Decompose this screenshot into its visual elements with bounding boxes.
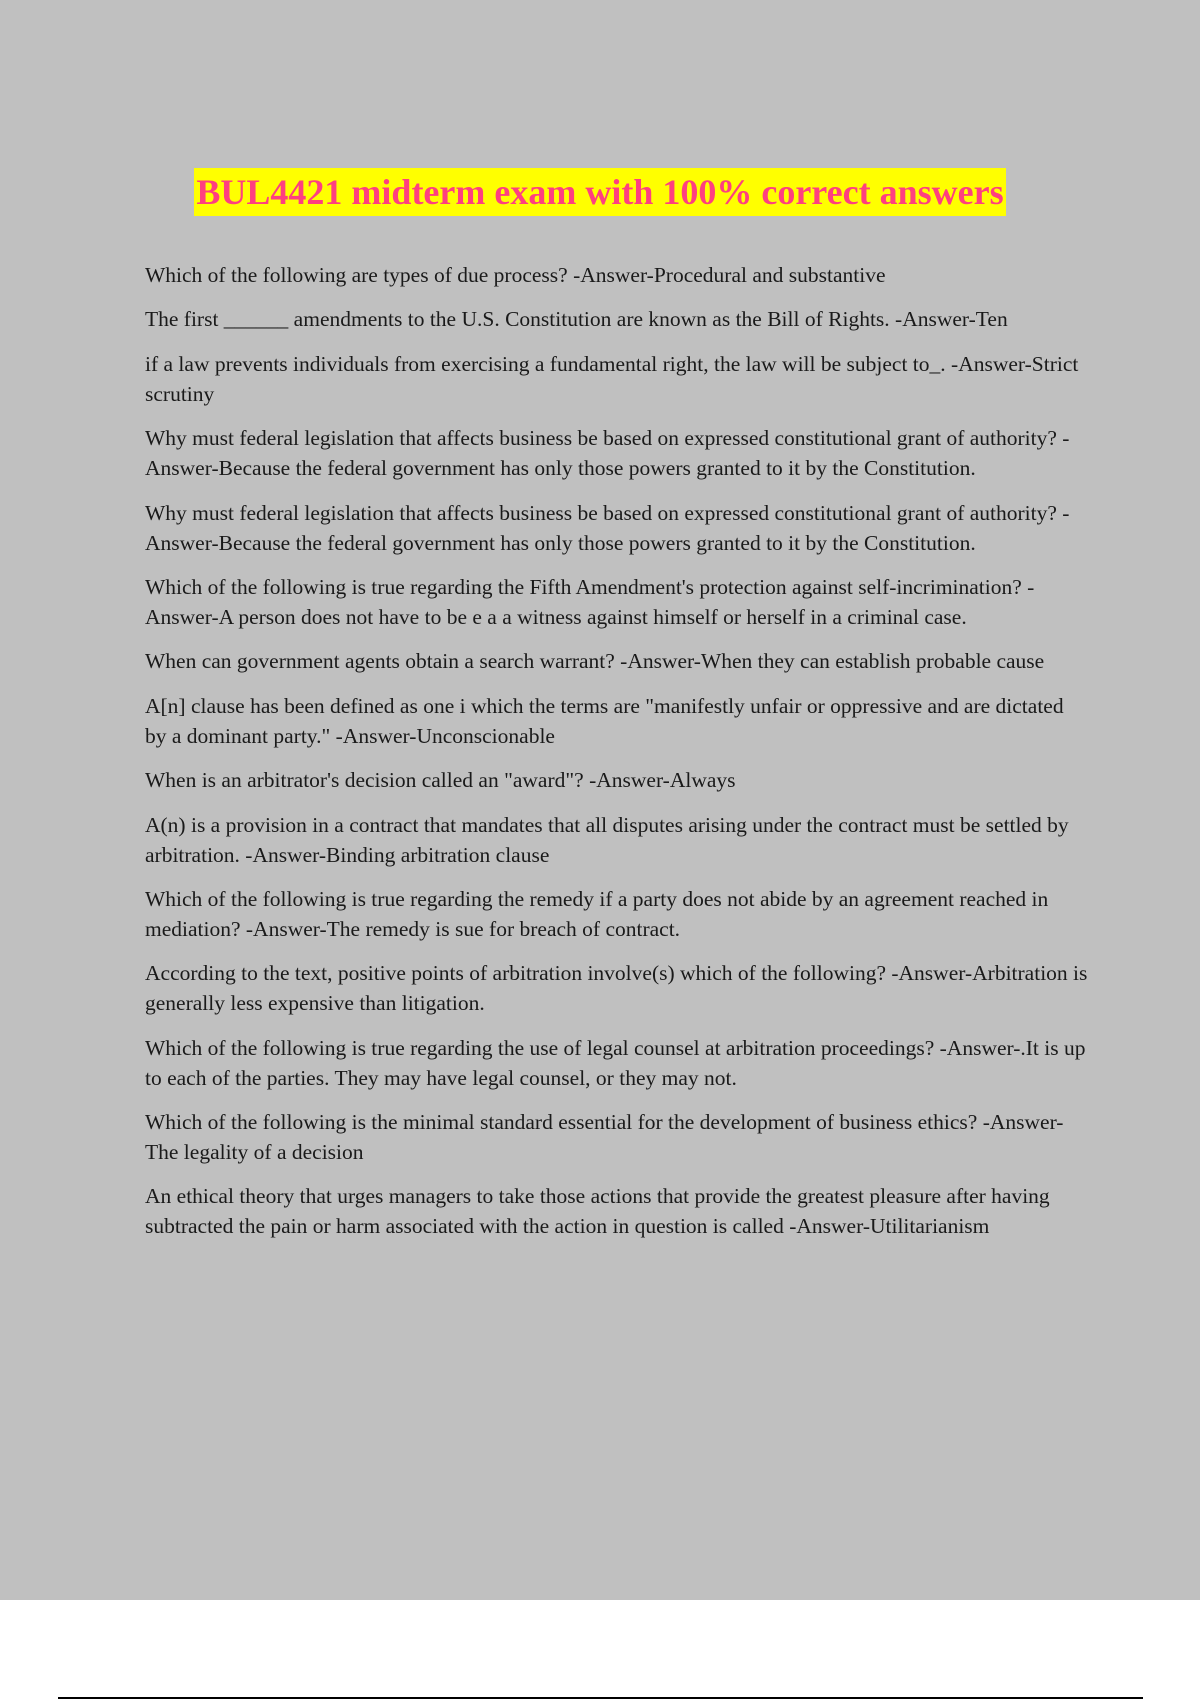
- page-divider: [58, 1697, 1143, 1699]
- qa-item: Which of the following is true regarding the Fifth Amendment's protection against self-incrimination? -Answer-A person does not have to be e a a witness against himself or herself in a criminal case.: [145, 574, 1035, 629]
- qa-item: Why must federal legislation that affects business be based on expressed constitutional grant of authority? -Answer-Because the federal government has only those powers granted to it by the Constitution.: [145, 426, 1070, 481]
- qa-item: Which of the following is true regarding the remedy if a party does not abide by an agreement reached in mediation? -Answer-The remedy is sue for breach of contract.: [145, 886, 1049, 941]
- qa-item: The first ______ amendments to the U.S. Constitution are known as the Bill of Rights. -Answer-Ten: [145, 307, 1008, 332]
- qa-item: Which of the following is true regarding the use of legal counsel at arbitration proceedings? -Answer-.It is up to each of the parties. They may have legal counsel, or they may not.: [145, 1035, 1086, 1090]
- qa-item: An ethical theory that urges managers to take those actions that provide the greatest pleasure after having subtracted the pain or harm associated with the action in question is called -Answer-Utilitarianism: [145, 1184, 1050, 1239]
- qa-item: if a law prevents individuals from exercising a fundamental right, the law will be subject to_. -Answer-Strict scrutiny: [145, 351, 1079, 406]
- qa-item: According to the text, positive points of arbitration involve(s) which of the following? -Answer-Arbitration is generally less expensive than litigation.: [145, 961, 1088, 1016]
- qa-item: Which of the following are types of due process? -Answer-Procedural and substantive: [145, 263, 886, 287]
- question-answer-list: [145, 260, 1090, 1256]
- qa-item: Why must federal legislation that affects business be based on expressed constitutional grant of authority? -Answer-Because the federal government has only those powers granted to it by the Constitution.: [145, 500, 1070, 555]
- qa-item: When is an arbitrator's decision called an "award"? -Answer-Always: [145, 768, 736, 793]
- qa-item: When can government agents obtain a search warrant? -Answer-When they can establish probable cause: [145, 649, 1045, 674]
- title-container: [0, 168, 1200, 216]
- qa-item: A(n) is a provision in a contract that mandates that all disputes arising under the contract must be settled by arbitration. -Answer-Binding arbitration clause: [145, 812, 1069, 867]
- qa-item: Which of the following is the minimal standard essential for the development of business ethics? -Answer-The legality of a decision: [145, 1110, 1064, 1165]
- qa-item: A[n] clause has been defined as one i which the terms are "manifestly unfair or oppressive and are dictated by a dominant party." -Answer-Unconscionable: [145, 693, 1064, 748]
- document-title: BUL4421 midterm exam with 100% correct answers: [194, 168, 1005, 216]
